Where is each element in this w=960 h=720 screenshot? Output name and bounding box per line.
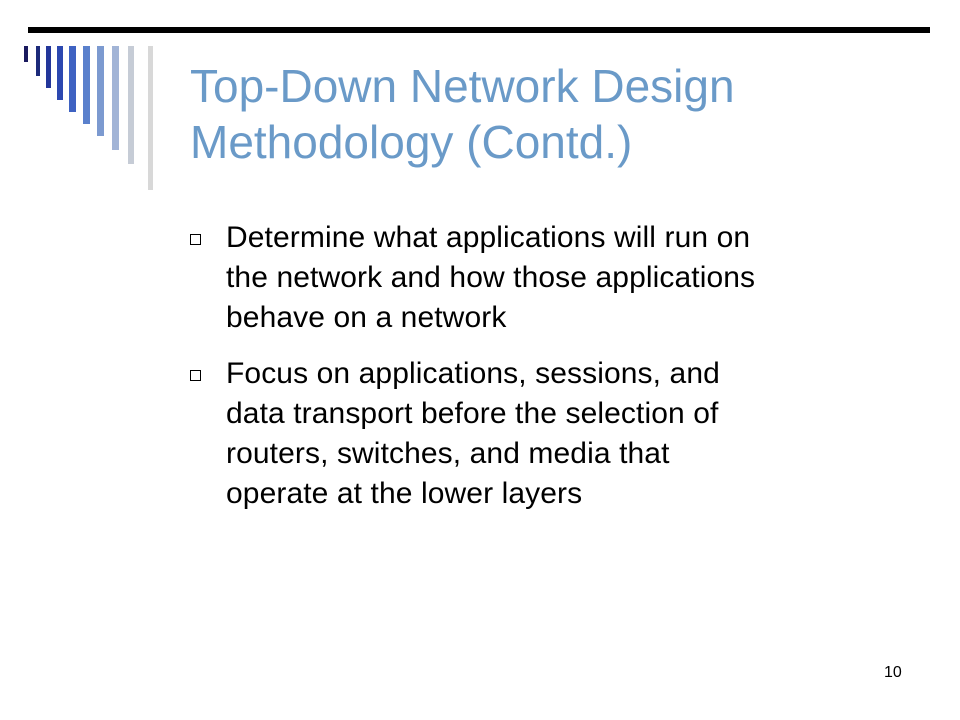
- bullet-line: routers, switches, and media that: [226, 437, 670, 470]
- stripe: [112, 46, 119, 150]
- page-number: 10: [884, 664, 902, 681]
- stripe: [128, 46, 134, 164]
- title-line: Methodology (Contd.): [190, 116, 633, 168]
- stripe: [97, 46, 104, 136]
- bullet-line: operate at the lower layers: [226, 477, 583, 510]
- stripe: [148, 46, 153, 190]
- stripe: [36, 46, 40, 76]
- hollow-square-bullet-icon: [190, 234, 201, 245]
- slide-title: [190, 58, 930, 170]
- stripe: [57, 46, 63, 100]
- bullet-item: [190, 354, 870, 514]
- top-rule: [28, 27, 930, 33]
- bullet-line: the network and how those applications: [226, 261, 756, 294]
- title-line: Top-Down Network Design: [190, 60, 735, 112]
- hollow-square-bullet-icon: [190, 370, 201, 381]
- stripe: [24, 46, 28, 62]
- bullet-line: Focus on applications, sessions, and: [226, 357, 720, 390]
- bullet-list: [190, 218, 870, 530]
- bullet-line: behave on a network: [226, 301, 507, 334]
- bullet-line: data transport before the selection of: [226, 397, 719, 430]
- stripe: [46, 46, 51, 88]
- stripe: [83, 46, 90, 124]
- stripe: [69, 46, 76, 112]
- bullet-item: [190, 218, 870, 338]
- bullet-line: Determine what applications will run on: [226, 221, 751, 254]
